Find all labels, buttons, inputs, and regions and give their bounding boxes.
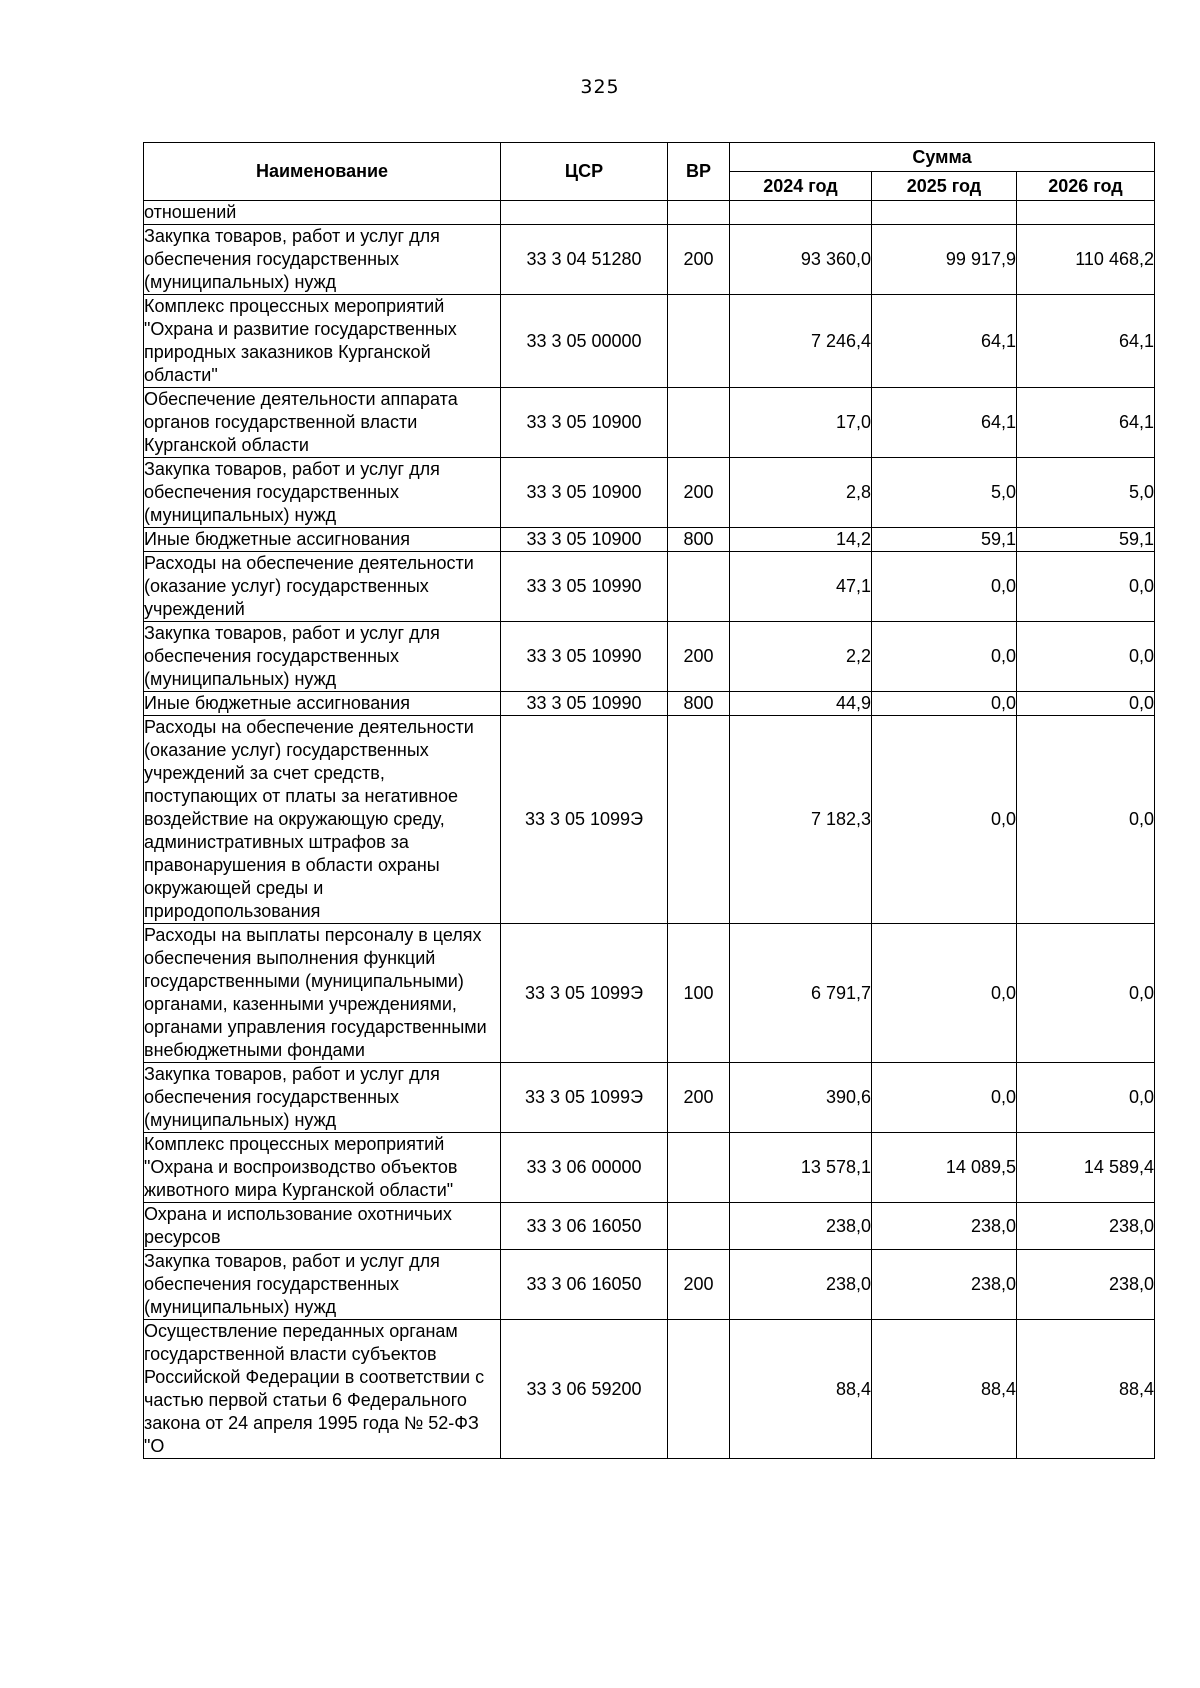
row-sum-2024: 7 182,3 bbox=[730, 716, 872, 924]
row-sum-2024: 47,1 bbox=[730, 552, 872, 622]
header-year-2026: 2026 год bbox=[1017, 172, 1155, 201]
row-name: Закупка товаров, работ и услуг для обеспечения государственных (муниципальных) нужд bbox=[144, 225, 501, 295]
header-year-2025: 2025 год bbox=[872, 172, 1017, 201]
row-sum-2024: 238,0 bbox=[730, 1250, 872, 1320]
row-sum-2026: 59,1 bbox=[1017, 528, 1155, 552]
row-sum-2024 bbox=[730, 201, 872, 225]
row-csr: 33 3 05 1099Э bbox=[501, 716, 668, 924]
row-name: Иные бюджетные ассигнования bbox=[144, 692, 501, 716]
budget-table bbox=[143, 142, 1155, 1459]
row-vr bbox=[668, 295, 730, 388]
row-sum-2026: 14 589,4 bbox=[1017, 1133, 1155, 1203]
row-vr: 100 bbox=[668, 924, 730, 1063]
table-row bbox=[144, 1320, 1155, 1459]
row-vr: 200 bbox=[668, 225, 730, 295]
row-csr: 33 3 05 10900 bbox=[501, 388, 668, 458]
row-vr bbox=[668, 552, 730, 622]
table-row bbox=[144, 388, 1155, 458]
row-vr bbox=[668, 1320, 730, 1459]
row-sum-2024: 14,2 bbox=[730, 528, 872, 552]
row-sum-2026: 0,0 bbox=[1017, 692, 1155, 716]
row-name: Комплекс процессных мероприятий "Охрана и развитие государственных природных заказников Курганской области" bbox=[144, 295, 501, 388]
table-header bbox=[144, 143, 1155, 201]
row-vr: 800 bbox=[668, 692, 730, 716]
table-row bbox=[144, 1133, 1155, 1203]
row-sum-2026 bbox=[1017, 201, 1155, 225]
row-sum-2025: 0,0 bbox=[872, 692, 1017, 716]
row-csr: 33 3 05 1099Э bbox=[501, 1063, 668, 1133]
row-sum-2025: 5,0 bbox=[872, 458, 1017, 528]
row-name: Охрана и использование охотничьих ресурсов bbox=[144, 1203, 501, 1250]
row-name: Закупка товаров, работ и услуг для обеспечения государственных (муниципальных) нужд bbox=[144, 1250, 501, 1320]
row-sum-2026: 0,0 bbox=[1017, 1063, 1155, 1133]
row-name: Закупка товаров, работ и услуг для обеспечения государственных (муниципальных) нужд bbox=[144, 458, 501, 528]
table-row bbox=[144, 458, 1155, 528]
row-sum-2024: 390,6 bbox=[730, 1063, 872, 1133]
row-csr: 33 3 05 10990 bbox=[501, 692, 668, 716]
row-sum-2026: 64,1 bbox=[1017, 388, 1155, 458]
row-csr: 33 3 06 16050 bbox=[501, 1203, 668, 1250]
table-row bbox=[144, 622, 1155, 692]
row-sum-2026: 238,0 bbox=[1017, 1250, 1155, 1320]
page-number: 325 bbox=[580, 76, 620, 98]
row-sum-2026: 0,0 bbox=[1017, 716, 1155, 924]
row-csr: 33 3 05 10900 bbox=[501, 458, 668, 528]
row-vr: 800 bbox=[668, 528, 730, 552]
row-sum-2025: 88,4 bbox=[872, 1320, 1017, 1459]
row-csr: 33 3 06 16050 bbox=[501, 1250, 668, 1320]
row-sum-2026: 0,0 bbox=[1017, 622, 1155, 692]
row-vr bbox=[668, 1133, 730, 1203]
row-vr bbox=[668, 716, 730, 924]
row-sum-2024: 6 791,7 bbox=[730, 924, 872, 1063]
row-csr: 33 3 04 51280 bbox=[501, 225, 668, 295]
row-name: Расходы на выплаты персоналу в целях обеспечения выполнения функций государственными (муниципальными) органами, казенными учреждениями, органами управления государственными внебюджетными фондами bbox=[144, 924, 501, 1063]
table-row bbox=[144, 1063, 1155, 1133]
row-sum-2026: 110 468,2 bbox=[1017, 225, 1155, 295]
header-name: Наименование bbox=[144, 143, 501, 201]
header-year-2024: 2024 год bbox=[730, 172, 872, 201]
table-row bbox=[144, 201, 1155, 225]
row-name: Обеспечение деятельности аппарата органов государственной власти Курганской области bbox=[144, 388, 501, 458]
row-csr: 33 3 05 10900 bbox=[501, 528, 668, 552]
row-sum-2025: 64,1 bbox=[872, 295, 1017, 388]
row-name: отношений bbox=[144, 201, 501, 225]
row-sum-2025: 0,0 bbox=[872, 622, 1017, 692]
row-vr bbox=[668, 201, 730, 225]
row-sum-2024: 2,2 bbox=[730, 622, 872, 692]
row-vr: 200 bbox=[668, 1250, 730, 1320]
row-vr: 200 bbox=[668, 458, 730, 528]
table-body bbox=[144, 201, 1155, 1459]
row-sum-2025: 14 089,5 bbox=[872, 1133, 1017, 1203]
row-vr bbox=[668, 1203, 730, 1250]
row-csr: 33 3 05 10990 bbox=[501, 552, 668, 622]
header-csr: ЦСР bbox=[501, 143, 668, 201]
row-vr: 200 bbox=[668, 622, 730, 692]
row-csr bbox=[501, 201, 668, 225]
row-csr: 33 3 05 10990 bbox=[501, 622, 668, 692]
row-sum-2025: 0,0 bbox=[872, 552, 1017, 622]
row-csr: 33 3 06 59200 bbox=[501, 1320, 668, 1459]
row-sum-2025: 238,0 bbox=[872, 1250, 1017, 1320]
row-name: Закупка товаров, работ и услуг для обеспечения государственных (муниципальных) нужд bbox=[144, 622, 501, 692]
table-row bbox=[144, 716, 1155, 924]
row-sum-2026: 0,0 bbox=[1017, 552, 1155, 622]
row-sum-2026: 64,1 bbox=[1017, 295, 1155, 388]
row-name: Расходы на обеспечение деятельности (оказание услуг) государственных учреждений за счет средств, поступающих от платы за негативное воздействие на окружающую среду, административных штрафов за правонарушения в области охраны окружающей среды и природопользования bbox=[144, 716, 501, 924]
table-row bbox=[144, 1203, 1155, 1250]
table-row bbox=[144, 1250, 1155, 1320]
row-csr: 33 3 05 1099Э bbox=[501, 924, 668, 1063]
row-sum-2025: 99 917,9 bbox=[872, 225, 1017, 295]
row-csr: 33 3 06 00000 bbox=[501, 1133, 668, 1203]
row-sum-2024: 2,8 bbox=[730, 458, 872, 528]
row-sum-2024: 238,0 bbox=[730, 1203, 872, 1250]
row-vr: 200 bbox=[668, 1063, 730, 1133]
row-sum-2024: 44,9 bbox=[730, 692, 872, 716]
row-sum-2025: 59,1 bbox=[872, 528, 1017, 552]
row-sum-2024: 17,0 bbox=[730, 388, 872, 458]
row-name: Закупка товаров, работ и услуг для обеспечения государственных (муниципальных) нужд bbox=[144, 1063, 501, 1133]
row-csr: 33 3 05 00000 bbox=[501, 295, 668, 388]
row-sum-2025: 238,0 bbox=[872, 1203, 1017, 1250]
table-row bbox=[144, 552, 1155, 622]
row-sum-2026: 238,0 bbox=[1017, 1203, 1155, 1250]
table-row bbox=[144, 225, 1155, 295]
row-sum-2025: 0,0 bbox=[872, 1063, 1017, 1133]
table-row bbox=[144, 295, 1155, 388]
row-sum-2026: 0,0 bbox=[1017, 924, 1155, 1063]
header-vr: ВР bbox=[668, 143, 730, 201]
row-vr bbox=[668, 388, 730, 458]
table-row bbox=[144, 528, 1155, 552]
row-sum-2025: 0,0 bbox=[872, 716, 1017, 924]
row-sum-2026: 5,0 bbox=[1017, 458, 1155, 528]
row-sum-2024: 93 360,0 bbox=[730, 225, 872, 295]
row-name: Расходы на обеспечение деятельности (оказание услуг) государственных учреждений bbox=[144, 552, 501, 622]
row-name: Иные бюджетные ассигнования bbox=[144, 528, 501, 552]
row-name: Осуществление переданных органам государственной власти субъектов Российской Федерации в соответствии с частью первой статьи 6 Федерального закона от 24 апреля 1995 года № 52-ФЗ "О bbox=[144, 1320, 501, 1459]
row-sum-2025: 0,0 bbox=[872, 924, 1017, 1063]
row-sum-2025 bbox=[872, 201, 1017, 225]
row-name: Комплекс процессных мероприятий "Охрана и воспроизводство объектов животного мира Курганской области" bbox=[144, 1133, 501, 1203]
table-row bbox=[144, 924, 1155, 1063]
row-sum-2024: 7 246,4 bbox=[730, 295, 872, 388]
table-row bbox=[144, 692, 1155, 716]
row-sum-2025: 64,1 bbox=[872, 388, 1017, 458]
header-sum: Сумма bbox=[730, 143, 1155, 172]
row-sum-2026: 88,4 bbox=[1017, 1320, 1155, 1459]
row-sum-2024: 88,4 bbox=[730, 1320, 872, 1459]
row-sum-2024: 13 578,1 bbox=[730, 1133, 872, 1203]
